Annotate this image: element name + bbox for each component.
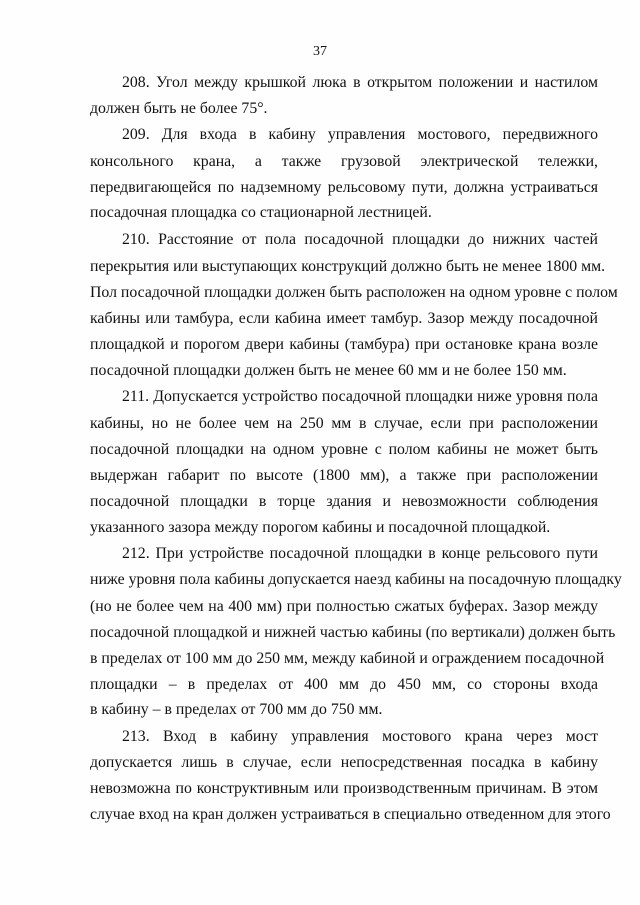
text-line: посадочной площадки должен быть не менее 60 мм и не более 150 мм.: [90, 362, 567, 379]
page-number: 37: [313, 44, 327, 59]
text-line: посадочной площадки на одном уровне с полом кабины не может быть: [90, 441, 598, 458]
text-line: передвигающейся по надземному рельсовому пути, должна устраиваться: [90, 179, 598, 196]
text-line: 211. Допускается устройство посадочной площадки ниже уровня пола: [122, 388, 598, 405]
text-line: в пределах от 100 мм до 250 мм, между кабиной и ограждением посадочной: [90, 650, 605, 667]
text-line: в кабину – в пределах от 700 мм до 750 мм.: [90, 701, 383, 718]
text-line: 208. Угол между крышкой люка в открытом положении и настилом: [122, 74, 598, 91]
text-line: допускается лишь в случае, если непосредственная посадка в кабину: [90, 754, 598, 771]
text-line: невозможна по конструктивным или производственным причинам. В этом: [90, 780, 598, 797]
text-line: площадки – в пределах от 400 мм до 450 мм, со стороны входа: [90, 676, 598, 693]
text-line: 210. Расстояние от пола посадочной площадки до нижних частей: [122, 231, 598, 248]
text-line: 212. При устройстве посадочной площадки в конце рельсового пути: [122, 545, 598, 562]
text-line: (но не более чем на 400 мм) при полностью сжатых буферах. Зазор между: [90, 598, 598, 615]
text-line: кабины, но не более чем на 250 мм в случае, если при расположении: [90, 415, 598, 432]
text-line: посадочной площадки в торце здания и невозможности соблюдения: [90, 493, 598, 510]
text-line: площадкой и порогом двери кабины (тамбура) при остановке крана возле: [90, 336, 598, 353]
text-line: Пол посадочной площадки должен быть расположен на одном уровне с полом: [90, 284, 618, 301]
text-line: кабины или тамбура, если кабина имеет тамбур. Зазор между посадочной: [90, 310, 598, 327]
text-line: указанного зазора между порогом кабины и посадочной площадкой.: [90, 519, 551, 536]
text-line: случае вход на кран должен устраиваться в специально отведенном для этого: [90, 806, 611, 823]
text-line: 213. Вход в кабину управления мостового крана через мост: [122, 728, 598, 745]
text-line: 209. Для входа в кабину управления мостового, передвижного: [122, 126, 598, 143]
text-line: выдержан габарит по высоте (1800 мм), а также при расположении: [90, 467, 598, 484]
text-line: консольного крана, а также грузовой электрической тележки,: [90, 153, 598, 170]
text-line: должен быть не более 75°.: [90, 100, 268, 117]
text-line: посадочная площадка со стационарной лестницей.: [90, 204, 432, 221]
text-line: ниже уровня пола кабины допускается наезд кабины на посадочную площадку: [90, 571, 622, 588]
text-line: посадочной площадкой и нижней частью кабины (по вертикали) должен быть: [90, 624, 616, 641]
text-line: перекрытия или выступающих конструкций должно быть не менее 1800 мм.: [90, 258, 606, 275]
